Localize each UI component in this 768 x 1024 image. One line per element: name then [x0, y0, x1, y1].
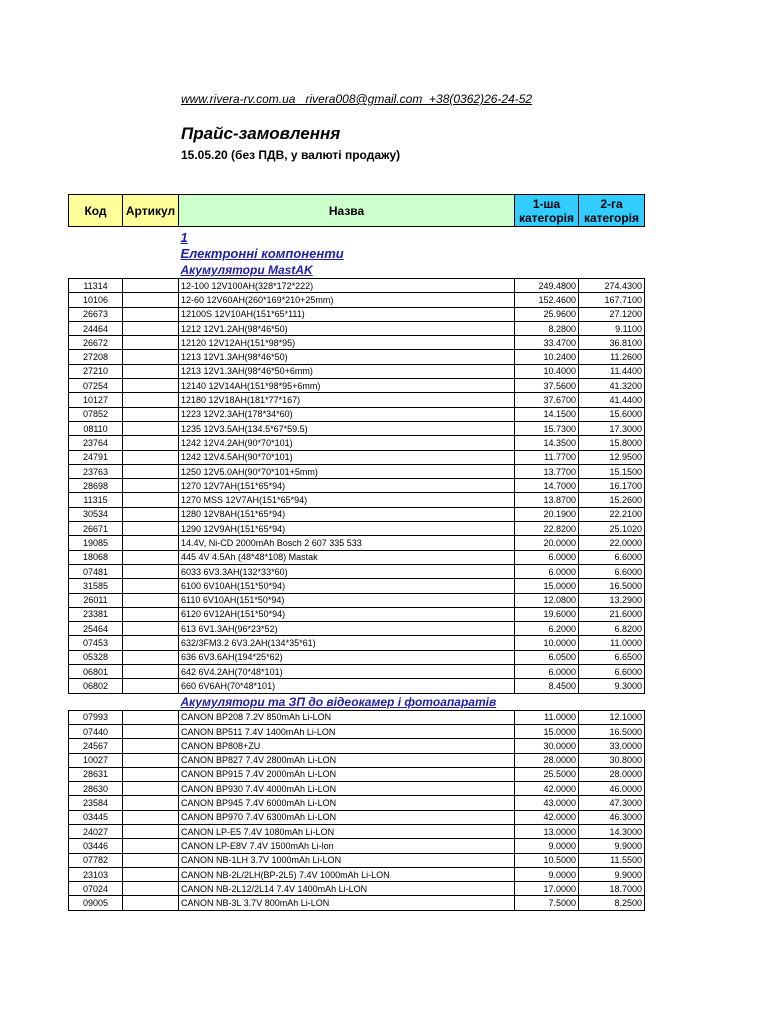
- price1-cell: 10.4000: [515, 364, 579, 378]
- table-row: [69, 436, 645, 450]
- price2-cell: 8.2500: [579, 896, 645, 910]
- price2-cell: 13.2900: [579, 593, 645, 607]
- table-row: [69, 896, 645, 910]
- group-number: 1: [180, 230, 188, 245]
- name-cell: CANON NB-3L 3.7V 800mAh Li-LON: [179, 896, 515, 910]
- price1-cell: 6.0500: [515, 650, 579, 664]
- price2-cell: 16.5000: [579, 724, 645, 738]
- table-row: [69, 393, 645, 407]
- article-cell: [123, 436, 179, 450]
- price1-cell: 13.0000: [515, 824, 579, 838]
- price1-cell: 14.7000: [515, 479, 579, 493]
- price2-cell: 15.6000: [579, 407, 645, 421]
- article-cell: [123, 493, 179, 507]
- table-row: [69, 767, 645, 781]
- article-cell: [123, 636, 179, 650]
- article-cell: [123, 279, 179, 293]
- article-cell: [123, 350, 179, 364]
- table-row: [69, 564, 645, 578]
- price2-cell: 46.0000: [579, 782, 645, 796]
- table-row: [69, 493, 645, 507]
- name-cell: 12140 12V14AH(151*98*95+6mm): [179, 379, 515, 393]
- name-cell: 14.4V, Ni-CD 2000mAh Bosch 2 607 335 533: [179, 536, 515, 550]
- price2-cell: 11.0000: [579, 636, 645, 650]
- price1-cell: 19.6000: [515, 607, 579, 621]
- table-row: [69, 724, 645, 738]
- price1-cell: 12.0800: [515, 593, 579, 607]
- table-row: [69, 293, 645, 307]
- price1-cell: 13.8700: [515, 493, 579, 507]
- price-table: [68, 194, 645, 911]
- price1-cell: 6.0000: [515, 665, 579, 679]
- code-cell: 07852: [69, 407, 123, 421]
- article-cell: [123, 650, 179, 664]
- article-cell: [123, 407, 179, 421]
- contact-line[interactable]: www.rivera-rv.com.ua rivera008@gmail.com +38(0362)26-24-52: [181, 92, 533, 106]
- name-cell: 6100 6V10AH(151*50*94): [179, 579, 515, 593]
- name-cell: 642 6V4.2AH(70*48*101): [179, 665, 515, 679]
- article-cell: [123, 710, 179, 724]
- code-cell: 07453: [69, 636, 123, 650]
- price1-cell: 152.4600: [515, 293, 579, 307]
- article-cell: [123, 665, 179, 679]
- table-row: [69, 307, 645, 321]
- article-cell: [123, 739, 179, 753]
- name-cell: CANON BP808+ZU: [179, 739, 515, 753]
- article-cell: [123, 810, 179, 824]
- price2-cell: 12.1000: [579, 710, 645, 724]
- name-cell: 660 6V6AH(70*48*101): [179, 679, 515, 693]
- name-cell: 1213 12V1.3AH(98*46*50): [179, 350, 515, 364]
- code-cell: 03445: [69, 810, 123, 824]
- code-cell: 23764: [69, 436, 123, 450]
- price1-cell: 14.3500: [515, 436, 579, 450]
- name-cell: CANON LP-E8V 7.4V 1500mAh Li-lon: [179, 839, 515, 853]
- price2-cell: 6.6000: [579, 665, 645, 679]
- table-row: [69, 753, 645, 767]
- price1-cell: 10.5000: [515, 853, 579, 867]
- table-row: [69, 839, 645, 853]
- column-header-price1: 1-ша категорія: [515, 195, 579, 227]
- name-cell: 445 4V 4.5Ah (48*48*108) Mastak: [179, 550, 515, 564]
- table-row: [69, 321, 645, 335]
- price2-cell: 16.5000: [579, 579, 645, 593]
- code-cell: 24791: [69, 450, 123, 464]
- code-cell: 07024: [69, 882, 123, 896]
- table-row: [69, 522, 645, 536]
- name-cell: 6120 6V12AH(151*50*94): [179, 607, 515, 621]
- name-cell: 1223 12V2.3AH(178*34*60): [179, 407, 515, 421]
- code-cell: 07993: [69, 710, 123, 724]
- name-cell: 1242 12V4.2AH(90*70*101): [179, 436, 515, 450]
- price1-cell: 25.9600: [515, 307, 579, 321]
- code-cell: 24027: [69, 824, 123, 838]
- price2-cell: 46.3000: [579, 810, 645, 824]
- price1-cell: 9.0000: [515, 839, 579, 853]
- article-cell: [123, 522, 179, 536]
- price1-cell: 13.7700: [515, 464, 579, 478]
- column-header-article: Артикул: [123, 195, 179, 227]
- article-cell: [123, 550, 179, 564]
- code-cell: 23763: [69, 464, 123, 478]
- price1-cell: 43.0000: [515, 796, 579, 810]
- price2-cell: 41.3200: [579, 379, 645, 393]
- table-row: [69, 782, 645, 796]
- price2-cell: 167.7100: [579, 293, 645, 307]
- article-cell: [123, 724, 179, 738]
- article-cell: [123, 507, 179, 521]
- article-cell: [123, 336, 179, 350]
- table-row: [69, 379, 645, 393]
- price2-cell: 27.1200: [579, 307, 645, 321]
- price2-cell: 47.3000: [579, 796, 645, 810]
- table-row: [69, 550, 645, 564]
- category-row: [69, 245, 645, 262]
- name-cell: 12100S 12V10AH(151*65*111): [179, 307, 515, 321]
- code-cell: 27210: [69, 364, 123, 378]
- article-cell: [123, 839, 179, 853]
- table-row: [69, 665, 645, 679]
- code-cell: 05328: [69, 650, 123, 664]
- name-cell: 1290 12V9AH(151*65*94): [179, 522, 515, 536]
- article-cell: [123, 479, 179, 493]
- name-cell: CANON NB-2L12/2L14 7.4V 1400mAh Li-LON: [179, 882, 515, 896]
- price1-cell: 8.2800: [515, 321, 579, 335]
- price1-cell: 25.5000: [515, 767, 579, 781]
- name-cell: 1280 12V8AH(151*65*94): [179, 507, 515, 521]
- article-cell: [123, 464, 179, 478]
- page-title: Прайс-замовлення: [181, 124, 341, 143]
- code-cell: 30534: [69, 507, 123, 521]
- code-cell: 06801: [69, 665, 123, 679]
- table-row: [69, 622, 645, 636]
- column-header-price2: 2-га категорія: [579, 195, 645, 227]
- name-cell: CANON BP915 7.4V 2000mAh Li-LON: [179, 767, 515, 781]
- name-cell: 1270 12V7AH(151*65*94): [179, 479, 515, 493]
- name-cell: 12-100 12V100AH(328*172*222): [179, 279, 515, 293]
- table-row: [69, 507, 645, 521]
- price2-cell: 18.7000: [579, 882, 645, 896]
- table-row: [69, 593, 645, 607]
- code-cell: 23103: [69, 867, 123, 881]
- code-cell: 31585: [69, 579, 123, 593]
- name-cell: 636 6V3.6AH(194*25*62): [179, 650, 515, 664]
- code-cell: 26673: [69, 307, 123, 321]
- article-cell: [123, 867, 179, 881]
- name-cell: 1270 MSS 12V7AH(151*65*94): [179, 493, 515, 507]
- price2-cell: 25.1020: [579, 522, 645, 536]
- price1-cell: 20.0000: [515, 536, 579, 550]
- table-row: [69, 350, 645, 364]
- price2-cell: 9.9000: [579, 839, 645, 853]
- table-row: [69, 824, 645, 838]
- table-row: [69, 810, 645, 824]
- code-cell: 26672: [69, 336, 123, 350]
- code-cell: 06802: [69, 679, 123, 693]
- article-cell: [123, 421, 179, 435]
- article-cell: [123, 853, 179, 867]
- code-cell: 10127: [69, 393, 123, 407]
- price1-cell: 15.0000: [515, 579, 579, 593]
- article-cell: [123, 393, 179, 407]
- code-cell: 07440: [69, 724, 123, 738]
- name-cell: 1235 12V3.5AH(134.5*67*59.5): [179, 421, 515, 435]
- name-cell: 12-60 12V60AH(260*169*210+25mm): [179, 293, 515, 307]
- price1-cell: 20.1900: [515, 507, 579, 521]
- price2-cell: 9.3000: [579, 679, 645, 693]
- table-row: [69, 636, 645, 650]
- name-cell: 1250 12V5.0AH(90*70*101+5mm): [179, 464, 515, 478]
- name-cell: CANON BP511 7.4V 1400mAh Li-LON: [179, 724, 515, 738]
- name-cell: CANON NB-1LH 3.7V 1000mAh Li-LON: [179, 853, 515, 867]
- name-cell: 6033 6V3.3AH(132*33*60): [179, 564, 515, 578]
- name-cell: 6110 6V10AH(151*50*94): [179, 593, 515, 607]
- column-header-code: Код: [69, 195, 123, 227]
- price1-cell: 15.7300: [515, 421, 579, 435]
- price1-cell: 6.0000: [515, 550, 579, 564]
- article-cell: [123, 882, 179, 896]
- code-cell: 11314: [69, 279, 123, 293]
- table-row: [69, 364, 645, 378]
- price2-cell: 11.5500: [579, 853, 645, 867]
- article-cell: [123, 307, 179, 321]
- article-cell: [123, 450, 179, 464]
- name-cell: CANON NB-2L/2LH(BP-2L5) 7.4V 1000mAh Li-LON: [179, 867, 515, 881]
- table-row: [69, 650, 645, 664]
- price2-cell: 15.8000: [579, 436, 645, 450]
- table-row: [69, 450, 645, 464]
- article-cell: [123, 767, 179, 781]
- article-cell: [123, 593, 179, 607]
- price2-cell: 36.8100: [579, 336, 645, 350]
- price1-cell: 11.7700: [515, 450, 579, 464]
- price2-cell: 6.6000: [579, 550, 645, 564]
- price2-cell: 33.0000: [579, 739, 645, 753]
- code-cell: 26671: [69, 522, 123, 536]
- section-title: Акумулятори MastAK: [180, 263, 313, 277]
- price2-cell: 21.6000: [579, 607, 645, 621]
- code-cell: 08110: [69, 421, 123, 435]
- price1-cell: 9.0000: [515, 867, 579, 881]
- code-cell: 19085: [69, 536, 123, 550]
- price1-cell: 14.1500: [515, 407, 579, 421]
- name-cell: CANON BP970 7.4V 6300mAh Li-LON: [179, 810, 515, 824]
- price2-cell: 16.1700: [579, 479, 645, 493]
- code-cell: 11315: [69, 493, 123, 507]
- table-row: [69, 407, 645, 421]
- name-cell: CANON LP-E5 7.4V 1080mAh Li-LON: [179, 824, 515, 838]
- price1-cell: 15.0000: [515, 724, 579, 738]
- article-cell: [123, 782, 179, 796]
- price1-cell: 42.0000: [515, 782, 579, 796]
- code-cell: 28630: [69, 782, 123, 796]
- price2-cell: 15.1500: [579, 464, 645, 478]
- price2-cell: 9.1100: [579, 321, 645, 335]
- price1-cell: 30.0000: [515, 739, 579, 753]
- code-cell: 03446: [69, 839, 123, 853]
- article-cell: [123, 536, 179, 550]
- price1-cell: 8.4500: [515, 679, 579, 693]
- article-cell: [123, 321, 179, 335]
- price1-cell: 7.5000: [515, 896, 579, 910]
- name-cell: CANON BP945 7.4V 6000mAh Li-LON: [179, 796, 515, 810]
- table-row: [69, 853, 645, 867]
- price2-cell: 6.8200: [579, 622, 645, 636]
- article-cell: [123, 364, 179, 378]
- name-cell: 632/3FM3.2 6V3.2AH(134*35*61): [179, 636, 515, 650]
- price2-cell: 41.4400: [579, 393, 645, 407]
- price1-cell: 22.8200: [515, 522, 579, 536]
- price1-cell: 249.4800: [515, 279, 579, 293]
- section-title: Акумулятори та ЗП до відеокамер і фотоапаратів: [180, 694, 497, 709]
- price2-cell: 9.9000: [579, 867, 645, 881]
- price1-cell: 6.0000: [515, 564, 579, 578]
- table-row: [69, 536, 645, 550]
- price2-cell: 12.9500: [579, 450, 645, 464]
- price2-cell: 11.4400: [579, 364, 645, 378]
- code-cell: 27208: [69, 350, 123, 364]
- article-cell: [123, 679, 179, 693]
- code-cell: 07481: [69, 564, 123, 578]
- table-row: [69, 579, 645, 593]
- code-cell: 09005: [69, 896, 123, 910]
- price2-cell: 274.4300: [579, 279, 645, 293]
- price2-cell: 14.3000: [579, 824, 645, 838]
- code-cell: 10106: [69, 293, 123, 307]
- price2-cell: 17.3000: [579, 421, 645, 435]
- price2-cell: 30.8000: [579, 753, 645, 767]
- price2-cell: 6.6000: [579, 564, 645, 578]
- price1-cell: 10.2400: [515, 350, 579, 364]
- page-subtitle: 15.05.20 (без ПДВ, у валюті продажу): [181, 148, 401, 162]
- code-cell: 24567: [69, 739, 123, 753]
- code-cell: 10027: [69, 753, 123, 767]
- name-cell: 12180 12V18AH(181*77*167): [179, 393, 515, 407]
- price2-cell: 22.2100: [579, 507, 645, 521]
- article-cell: [123, 824, 179, 838]
- table-row: [69, 710, 645, 724]
- article-cell: [123, 622, 179, 636]
- price1-cell: 33.4700: [515, 336, 579, 350]
- name-cell: 1212 12V1.2AH(98*46*50): [179, 321, 515, 335]
- name-cell: 12120 12V12AH(151*98*95): [179, 336, 515, 350]
- name-cell: CANON BP930 7.4V 4000mAh Li-LON: [179, 782, 515, 796]
- article-cell: [123, 607, 179, 621]
- table-row: [69, 336, 645, 350]
- code-cell: 28631: [69, 767, 123, 781]
- price2-cell: 6.6500: [579, 650, 645, 664]
- price1-cell: 42.0000: [515, 810, 579, 824]
- table-row: [69, 739, 645, 753]
- table-row: [69, 464, 645, 478]
- code-cell: 23381: [69, 607, 123, 621]
- code-cell: 18068: [69, 550, 123, 564]
- article-cell: [123, 564, 179, 578]
- code-cell: 26011: [69, 593, 123, 607]
- code-cell: 25464: [69, 622, 123, 636]
- article-cell: [123, 896, 179, 910]
- code-cell: 24464: [69, 321, 123, 335]
- price2-cell: 11.2600: [579, 350, 645, 364]
- table-row: [69, 607, 645, 621]
- name-cell: 1242 12V4.5AH(90*70*101): [179, 450, 515, 464]
- price1-cell: 11.0000: [515, 710, 579, 724]
- article-cell: [123, 753, 179, 767]
- table-row: [69, 421, 645, 435]
- name-cell: 613 6V1.3AH(96*23*52): [179, 622, 515, 636]
- price1-cell: 6.2000: [515, 622, 579, 636]
- article-cell: [123, 579, 179, 593]
- table-header-row: [69, 195, 645, 227]
- table-row: [69, 867, 645, 881]
- code-cell: 23584: [69, 796, 123, 810]
- table-row: [69, 679, 645, 693]
- article-cell: [123, 796, 179, 810]
- price1-cell: 10.0000: [515, 636, 579, 650]
- price1-cell: 17.0000: [515, 882, 579, 896]
- article-cell: [123, 293, 179, 307]
- section-row: [69, 262, 645, 279]
- section-row: [69, 693, 645, 710]
- group-number-row: [69, 227, 645, 246]
- name-cell: 1213 12V1.3AH(98*46*50+6mm): [179, 364, 515, 378]
- code-cell: 07254: [69, 379, 123, 393]
- price2-cell: 22.0000: [579, 536, 645, 550]
- table-row: [69, 479, 645, 493]
- code-cell: 07782: [69, 853, 123, 867]
- code-cell: 28698: [69, 479, 123, 493]
- name-cell: CANON BP827 7.4V 2800mAh Li-LON: [179, 753, 515, 767]
- table-row: [69, 796, 645, 810]
- article-cell: [123, 379, 179, 393]
- price2-cell: 28.0000: [579, 767, 645, 781]
- name-cell: CANON BP208 7.2V 850mAh Li-LON: [179, 710, 515, 724]
- price1-cell: 37.5600: [515, 379, 579, 393]
- price1-cell: 28.0000: [515, 753, 579, 767]
- price1-cell: 37.6700: [515, 393, 579, 407]
- category-title: Електронні компоненти: [180, 246, 344, 261]
- column-header-name: Назва: [179, 195, 515, 227]
- price2-cell: 15.2600: [579, 493, 645, 507]
- table-row: [69, 882, 645, 896]
- table-row: [69, 279, 645, 293]
